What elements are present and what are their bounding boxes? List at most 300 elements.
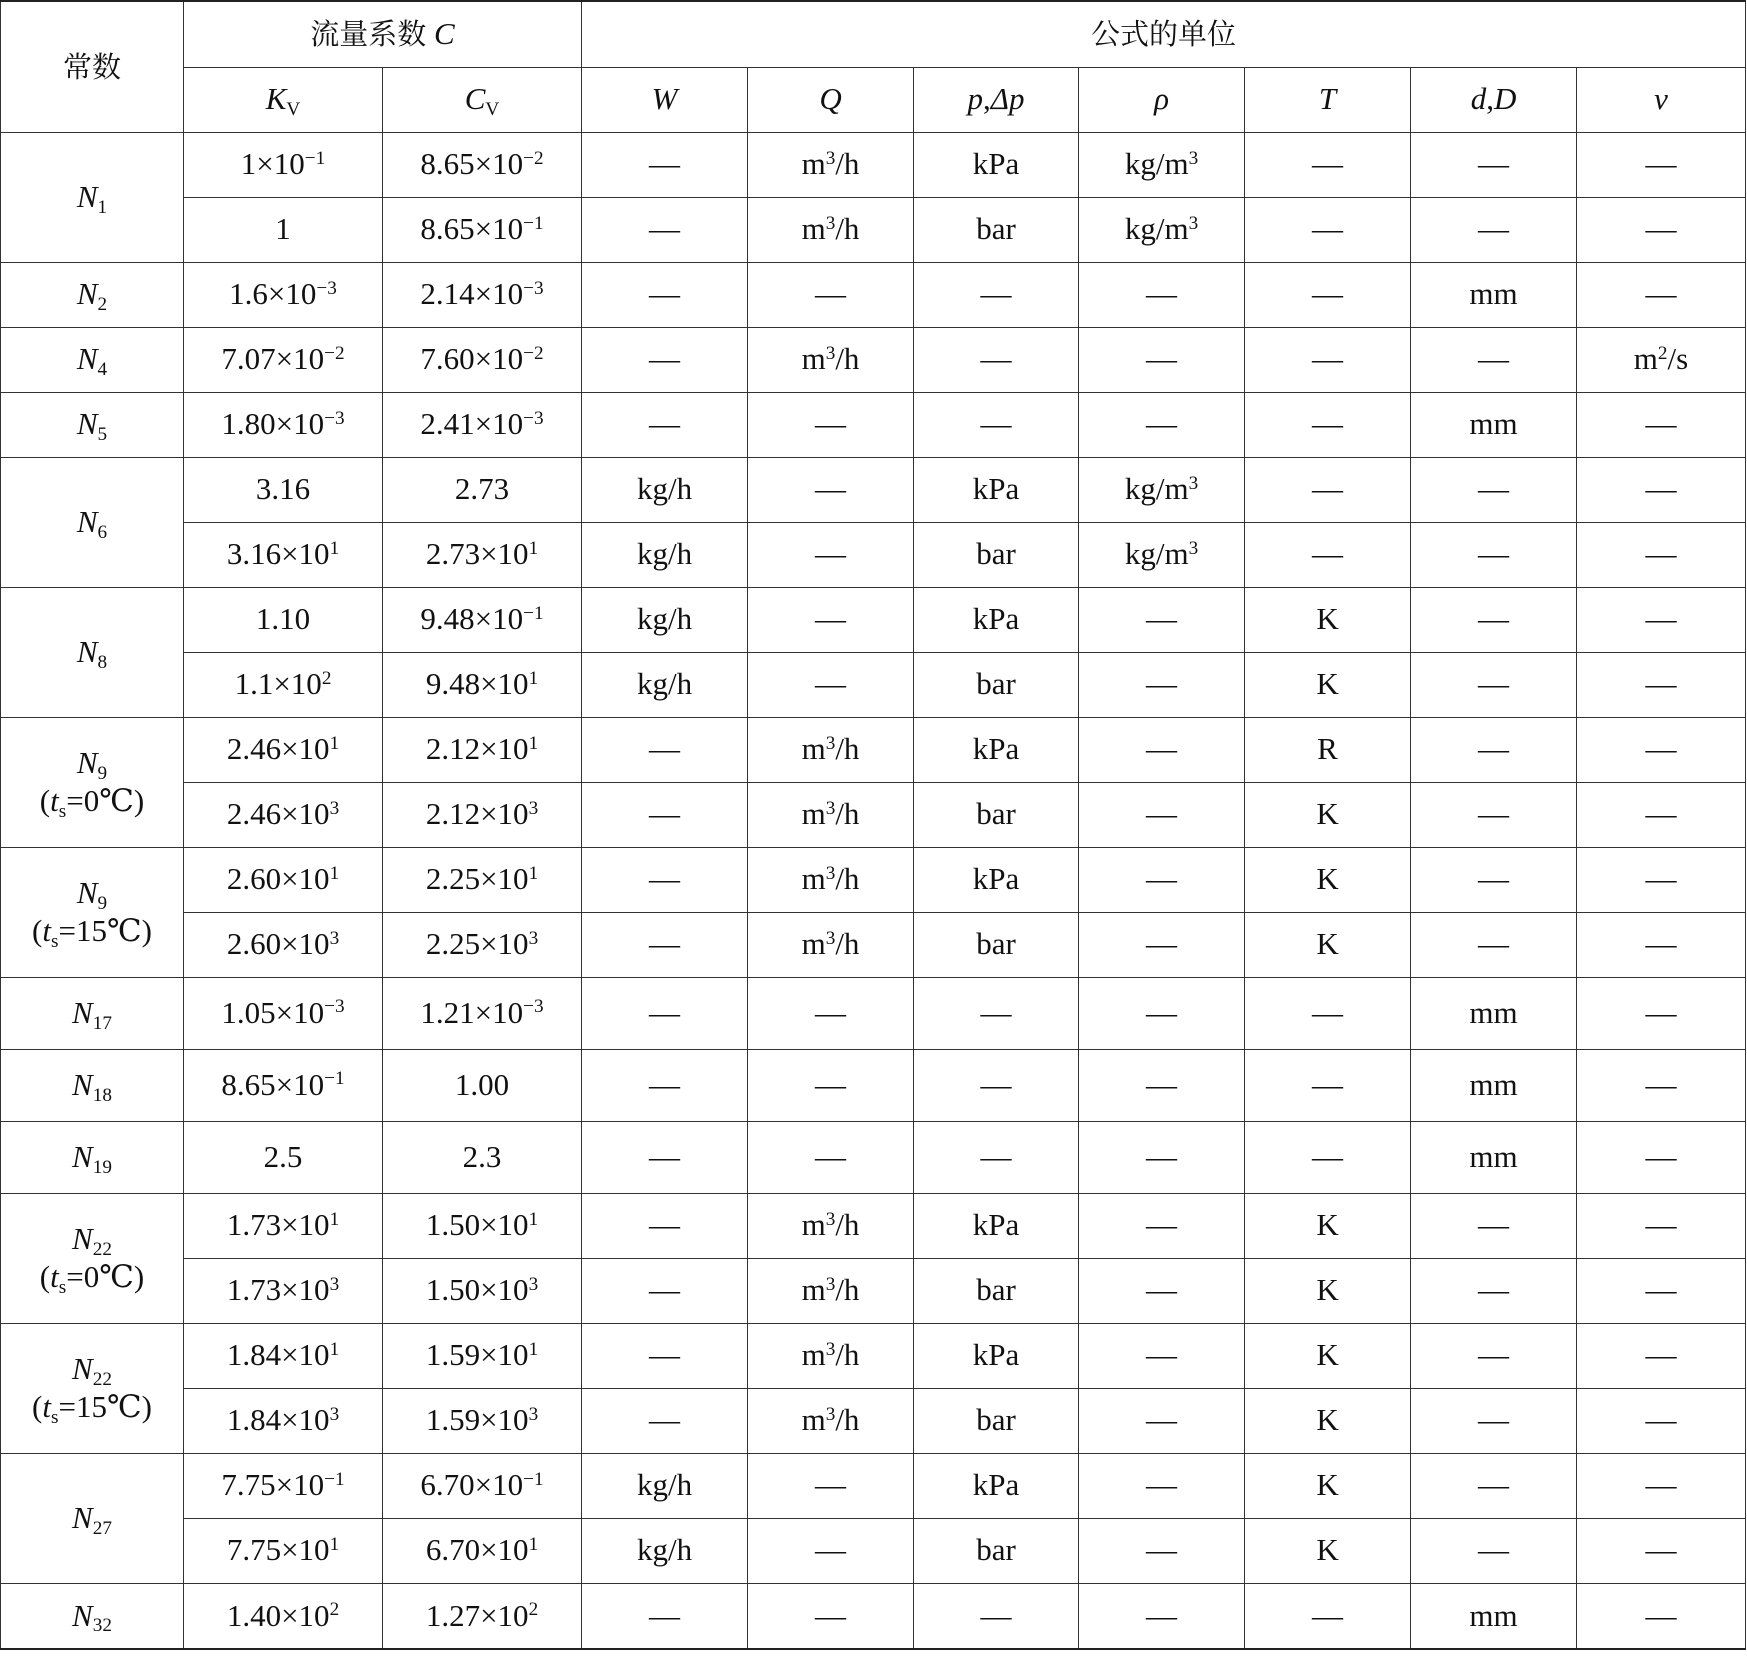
- unit-rho-cell: [1079, 977, 1245, 1049]
- cv-value-cell-mantissa: 2.41×10: [420, 406, 524, 442]
- unit-w-cell-text: —: [649, 1066, 681, 1102]
- unit-nu-cell-text: —: [1645, 1272, 1677, 1308]
- condition-symbol: t: [42, 1389, 51, 1424]
- unit-q-cell: [748, 327, 914, 392]
- unit-q-cell-rest: /h: [835, 926, 860, 962]
- unit-q-cell-rest: /h: [835, 146, 860, 182]
- unit-rho-cell: [1079, 847, 1245, 912]
- kv-value-cell: [184, 132, 383, 197]
- unit-rho-cell: [1079, 262, 1245, 327]
- unit-nu-cell-text: —: [1645, 926, 1677, 962]
- unit-q-cell-rest: /h: [835, 1337, 860, 1373]
- cv-value-cell: [383, 522, 582, 587]
- unit-temperature-cell: [1245, 1453, 1411, 1518]
- unit-q-cell-text: —: [815, 536, 847, 572]
- unit-w-cell: [582, 197, 748, 262]
- unit-diameter-cell: [1411, 1258, 1577, 1323]
- kv-value-cell: [184, 1193, 383, 1258]
- unit-w-cell-text: —: [649, 731, 681, 767]
- unit-nu-cell-power: 2: [1657, 342, 1668, 364]
- kv-value-cell-exponent: 1: [329, 1208, 340, 1230]
- unit-rho-cell-text: —: [1146, 1066, 1178, 1102]
- kv-value-cell: [184, 457, 383, 522]
- unit-w-cell-text: —: [649, 994, 681, 1030]
- constant-subscript: 27: [92, 1517, 112, 1539]
- unit-pressure-cell-text: kPa: [972, 1467, 1020, 1503]
- unit-rho-cell: [1079, 782, 1245, 847]
- unit-w-cell: [582, 262, 748, 327]
- cv-value-cell: [383, 1453, 582, 1518]
- unit-nu-cell-text: —: [1645, 536, 1677, 572]
- unit-diameter-cell-text: —: [1478, 666, 1510, 702]
- constant-symbol: [76, 633, 108, 673]
- kv-value-cell-mantissa: 7.07×10: [221, 341, 325, 377]
- unit-pressure-cell: [914, 1121, 1079, 1193]
- unit-nu-cell: [1577, 782, 1746, 847]
- cv-value-cell-exponent: 1: [528, 1208, 539, 1230]
- unit-diameter-cell: [1411, 457, 1577, 522]
- kv-value-cell-exponent: 2: [321, 667, 332, 689]
- constant-subscript: 18: [92, 1084, 112, 1106]
- unit-diameter-cell: [1411, 977, 1577, 1049]
- unit-diameter-cell-text: —: [1478, 1402, 1510, 1438]
- cv-value-cell-mantissa: 2.25×10: [425, 926, 529, 962]
- unit-diameter-cell: [1411, 392, 1577, 457]
- unit-nu-cell-text: —: [1645, 994, 1677, 1030]
- cv-symbol: C: [464, 81, 486, 117]
- unit-nu-cell: [1577, 1453, 1746, 1518]
- unit-nu-cell: [1577, 392, 1746, 457]
- unit-q-cell-base: m: [801, 211, 826, 247]
- unit-q-cell-text: —: [815, 276, 847, 312]
- cv-value-cell: [383, 1388, 582, 1453]
- unit-q-cell-base: m: [801, 1402, 826, 1438]
- kv-value-cell: [184, 1121, 383, 1193]
- cv-value-cell-exponent: 1: [528, 537, 539, 559]
- kv-value-cell: [184, 262, 383, 327]
- unit-rho-cell-text: —: [1146, 276, 1178, 312]
- kv-value-cell-exponent: 3: [329, 797, 340, 819]
- unit-pressure-cell-text: kPa: [972, 471, 1020, 507]
- unit-w-cell-text: —: [649, 1138, 681, 1174]
- unit-q-cell-power: 3: [825, 797, 836, 819]
- constant-cell: [1, 457, 184, 587]
- table-header: [1, 1, 1746, 132]
- unit-w-cell-text: —: [649, 1597, 681, 1633]
- unit-nu-cell: [1577, 262, 1746, 327]
- unit-temperature-cell: [1245, 1518, 1411, 1583]
- constant-condition: [1, 1389, 183, 1428]
- unit-q-cell-base: m: [801, 341, 826, 377]
- cv-value-cell-mantissa: 1.27×10: [425, 1597, 529, 1633]
- condition-subscript: s: [50, 930, 59, 952]
- unit-pressure-cell-text: —: [980, 994, 1012, 1030]
- unit-pressure-cell: [914, 587, 1079, 652]
- table-row: [1, 1049, 1746, 1121]
- unit-q-cell-rest: /h: [835, 1207, 860, 1243]
- unit-w-cell-text: kg/h: [636, 601, 693, 637]
- constant-symbol: [72, 1066, 112, 1106]
- cv-value-cell-exponent: 1: [528, 1338, 539, 1360]
- unit-nu-cell-text: —: [1645, 1138, 1677, 1174]
- cv-value-cell: [383, 977, 582, 1049]
- unit-pressure-cell-text: kPa: [972, 731, 1020, 767]
- constant-cell: [1, 847, 184, 977]
- kv-value-cell-mantissa: 2.46×10: [226, 731, 330, 767]
- p-comma: ,: [983, 81, 991, 117]
- unit-temperature-cell: [1245, 652, 1411, 717]
- kv-value-cell-mantissa: 1.40×10: [226, 1597, 330, 1633]
- unit-q-cell-text: —: [815, 1467, 847, 1503]
- unit-q-cell: [748, 1323, 914, 1388]
- unit-nu-cell: [1577, 1193, 1746, 1258]
- kv-value-cell: [184, 717, 383, 782]
- kv-value-cell: [184, 1258, 383, 1323]
- kv-value-cell-mantissa: 1: [275, 211, 291, 247]
- kv-value-cell-mantissa: 2.60×10: [226, 926, 330, 962]
- unit-nu-cell-text: —: [1645, 1597, 1677, 1633]
- flow-coefficient-label: 流量系数: [310, 17, 427, 52]
- unit-pressure-cell: [914, 1583, 1079, 1649]
- cv-value-cell-exponent: 3: [528, 1403, 539, 1425]
- unit-pressure-cell: [914, 132, 1079, 197]
- unit-rho-cell-power: 3: [1188, 537, 1199, 559]
- cv-value-cell: [383, 1049, 582, 1121]
- unit-q-cell: [748, 1388, 914, 1453]
- constant-cell: [1, 392, 184, 457]
- unit-diameter-cell-text: —: [1478, 146, 1510, 182]
- unit-rho-cell: [1079, 327, 1245, 392]
- unit-temperature-cell: [1245, 457, 1411, 522]
- cv-value-cell: [383, 782, 582, 847]
- kv-value-cell-exponent: −1: [324, 1068, 345, 1090]
- unit-temperature-cell-text: —: [1312, 1066, 1344, 1102]
- unit-nu-cell: [1577, 1121, 1746, 1193]
- unit-temperature-cell-text: —: [1312, 471, 1344, 507]
- cv-value-cell-mantissa: 2.12×10: [425, 731, 529, 767]
- cv-value-cell-exponent: −2: [523, 342, 544, 364]
- kv-value-cell-mantissa: 3.16: [255, 471, 311, 507]
- header-w: [582, 67, 748, 132]
- table-row: [1, 1518, 1746, 1583]
- unit-q-cell-base: m: [801, 1272, 826, 1308]
- unit-temperature-cell-text: K: [1316, 1467, 1339, 1503]
- unit-q-cell: [748, 717, 914, 782]
- unit-rho-cell: [1079, 1583, 1245, 1649]
- unit-q-cell: [748, 587, 914, 652]
- kv-value-cell: [184, 1049, 383, 1121]
- condition-subscript: s: [58, 1276, 67, 1298]
- unit-pressure-cell-text: bar: [976, 1532, 1016, 1568]
- unit-nu-cell: [1577, 1518, 1746, 1583]
- unit-q-cell-rest: /h: [835, 731, 860, 767]
- unit-temperature-cell-text: —: [1312, 276, 1344, 312]
- unit-q-cell-rest: /h: [835, 211, 860, 247]
- cv-value-cell-exponent: −3: [523, 996, 544, 1018]
- unit-pressure-cell: [914, 197, 1079, 262]
- unit-w-cell: [582, 977, 748, 1049]
- unit-nu-cell-rest: /s: [1667, 341, 1689, 377]
- kv-value-cell: [184, 1323, 383, 1388]
- unit-rho-cell: [1079, 392, 1245, 457]
- cv-value-cell-mantissa: 6.70×10: [425, 1532, 529, 1568]
- constant-subscript: 32: [92, 1615, 112, 1637]
- unit-rho-cell-text: —: [1146, 601, 1178, 637]
- kv-value-cell-mantissa: 2.5: [263, 1138, 303, 1174]
- rho-symbol: ρ: [1154, 81, 1169, 117]
- unit-pressure-cell-text: kPa: [972, 601, 1020, 637]
- unit-pressure-cell-text: kPa: [972, 1337, 1020, 1373]
- unit-rho-cell-text: —: [1146, 861, 1178, 897]
- unit-q-cell-rest: /h: [835, 861, 860, 897]
- unit-rho-cell-text: —: [1146, 1138, 1178, 1174]
- unit-rho-cell: [1079, 587, 1245, 652]
- unit-pressure-cell-text: bar: [976, 536, 1016, 572]
- unit-w-cell-text: kg/h: [636, 536, 693, 572]
- unit-nu-cell: [1577, 522, 1746, 587]
- unit-temperature-cell-text: R: [1317, 731, 1338, 767]
- unit-temperature-cell: [1245, 1323, 1411, 1388]
- unit-q-cell-base: m: [801, 1207, 826, 1243]
- constant-letter: N: [76, 874, 98, 910]
- table-row: [1, 1388, 1746, 1453]
- unit-diameter-cell: [1411, 1121, 1577, 1193]
- unit-nu-cell-text: —: [1645, 1467, 1677, 1503]
- unit-rho-cell-text: —: [1146, 731, 1178, 767]
- formula-units-label: 公式的单位: [1091, 17, 1237, 52]
- cv-value-cell-mantissa: 1.21×10: [420, 994, 524, 1030]
- unit-q-cell: [748, 197, 914, 262]
- unit-pressure-cell: [914, 977, 1079, 1049]
- unit-pressure-cell-text: bar: [976, 666, 1016, 702]
- unit-q-cell-text: —: [815, 666, 847, 702]
- kv-value-cell-exponent: −1: [304, 147, 326, 169]
- constant-letter: N: [76, 178, 98, 214]
- unit-q-cell: [748, 1583, 914, 1649]
- header-formula-units: [582, 1, 1746, 67]
- kv-value-cell-mantissa: 1.80×10: [221, 406, 325, 442]
- unit-w-cell: [582, 1323, 748, 1388]
- unit-temperature-cell: [1245, 782, 1411, 847]
- unit-rho-cell: [1079, 1121, 1245, 1193]
- unit-temperature-cell-text: —: [1312, 146, 1344, 182]
- unit-nu-cell: [1577, 912, 1746, 977]
- unit-rho-cell-base: kg/m: [1124, 471, 1189, 507]
- cv-value-cell-exponent: −1: [523, 212, 544, 234]
- unit-rho-cell-text: —: [1146, 1467, 1178, 1503]
- constant-subscript: 8: [97, 651, 108, 673]
- cv-value-cell-mantissa: 1.59×10: [425, 1402, 529, 1438]
- unit-rho-cell-text: —: [1146, 796, 1178, 832]
- constant-symbol: [72, 1350, 112, 1390]
- header-pressure: [914, 67, 1079, 132]
- condition-open: (: [39, 783, 51, 818]
- unit-temperature-cell-text: K: [1316, 1207, 1339, 1243]
- d-symbol: d: [1470, 81, 1487, 117]
- header-nu: [1577, 67, 1746, 132]
- condition-close: ): [133, 1259, 145, 1294]
- constant-symbol: [76, 874, 108, 914]
- unit-pressure-cell-text: kPa: [972, 861, 1020, 897]
- constant-subscript: 22: [92, 1368, 112, 1390]
- cv-value-cell: [383, 457, 582, 522]
- unit-pressure-cell-text: bar: [976, 1402, 1016, 1438]
- unit-rho-cell-text: —: [1146, 1402, 1178, 1438]
- unit-w-cell: [582, 327, 748, 392]
- cv-value-cell: [383, 1121, 582, 1193]
- condition-open: (: [32, 1389, 43, 1424]
- condition-close: ): [141, 913, 152, 948]
- unit-temperature-cell: [1245, 1258, 1411, 1323]
- unit-temperature-cell: [1245, 1193, 1411, 1258]
- unit-nu-cell: [1577, 197, 1746, 262]
- unit-q-cell: [748, 457, 914, 522]
- condition-symbol: t: [50, 1259, 59, 1294]
- table-row: [1, 977, 1746, 1049]
- unit-temperature-cell: [1245, 392, 1411, 457]
- unit-diameter-cell-text: —: [1478, 1467, 1510, 1503]
- condition-open: (: [39, 1259, 51, 1294]
- unit-q-cell-power: 3: [825, 927, 836, 949]
- kv-symbol: K: [265, 81, 287, 117]
- unit-q-cell: [748, 652, 914, 717]
- unit-q-cell: [748, 132, 914, 197]
- unit-q-cell-power: 3: [825, 1338, 836, 1360]
- unit-w-cell-text: kg/h: [636, 666, 693, 702]
- unit-diameter-cell-text: —: [1478, 211, 1510, 247]
- unit-pressure-cell-text: bar: [976, 211, 1016, 247]
- unit-pressure-cell-text: —: [980, 1066, 1012, 1102]
- unit-temperature-cell-text: K: [1316, 796, 1339, 832]
- unit-diameter-cell: [1411, 1193, 1577, 1258]
- condition-value: =0℃: [66, 1259, 134, 1294]
- kv-value-cell-mantissa: 1.73×10: [226, 1272, 330, 1308]
- unit-temperature-cell-text: —: [1312, 341, 1344, 377]
- constant-cell: [1, 1323, 184, 1453]
- constant-cell: [1, 1453, 184, 1583]
- unit-w-cell: [582, 132, 748, 197]
- condition-value: =15℃: [58, 913, 142, 948]
- unit-rho-cell: [1079, 522, 1245, 587]
- table-row: [1, 1453, 1746, 1518]
- unit-pressure-cell-text: —: [980, 341, 1012, 377]
- constant-letter: N: [72, 1066, 93, 1102]
- unit-w-cell: [582, 392, 748, 457]
- unit-w-cell-text: kg/h: [636, 1532, 693, 1568]
- unit-diameter-cell: [1411, 132, 1577, 197]
- unit-rho-cell-text: —: [1146, 1597, 1178, 1633]
- unit-nu-cell-text: —: [1645, 471, 1677, 507]
- unit-q-cell-rest: /h: [835, 1272, 860, 1308]
- kv-value-cell: [184, 587, 383, 652]
- kv-value-cell: [184, 1453, 383, 1518]
- constant-symbol: [76, 341, 108, 381]
- unit-w-cell-text: —: [649, 1272, 681, 1308]
- cv-value-cell-mantissa: 1.00: [454, 1066, 510, 1102]
- constant-letter: N: [72, 994, 93, 1030]
- table-row: [1, 132, 1746, 197]
- table-row: [1, 392, 1746, 457]
- unit-nu-cell: [1577, 717, 1746, 782]
- constant-subscript: 2: [97, 294, 108, 316]
- cv-value-cell-exponent: 1: [528, 862, 539, 884]
- unit-diameter-cell: [1411, 1049, 1577, 1121]
- unit-q-cell: [748, 1258, 914, 1323]
- unit-w-cell: [582, 587, 748, 652]
- w-symbol: W: [651, 81, 678, 117]
- unit-pressure-cell: [914, 1049, 1079, 1121]
- kv-value-cell: [184, 522, 383, 587]
- unit-temperature-cell: [1245, 132, 1411, 197]
- unit-q-cell-power: 3: [825, 732, 836, 754]
- unit-rho-cell: [1079, 132, 1245, 197]
- cv-value-cell: [383, 1518, 582, 1583]
- unit-rho-cell-text: —: [1146, 666, 1178, 702]
- unit-temperature-cell-text: —: [1312, 1138, 1344, 1174]
- unit-rho-cell: [1079, 652, 1245, 717]
- unit-q-cell: [748, 1193, 914, 1258]
- kv-value-cell-exponent: 1: [329, 1338, 340, 1360]
- table-row: [1, 782, 1746, 847]
- table-row: [1, 522, 1746, 587]
- kv-value-cell-mantissa: 1.73×10: [226, 1207, 330, 1243]
- unit-rho-cell: [1079, 1388, 1245, 1453]
- unit-q-cell: [748, 262, 914, 327]
- unit-diameter-cell-text: mm: [1469, 994, 1518, 1030]
- unit-w-cell-text: —: [649, 796, 681, 832]
- kv-value-cell: [184, 912, 383, 977]
- unit-q-cell-base: m: [801, 926, 826, 962]
- unit-diameter-cell: [1411, 847, 1577, 912]
- unit-temperature-cell: [1245, 262, 1411, 327]
- unit-diameter-cell: [1411, 1583, 1577, 1649]
- unit-w-cell-text: —: [649, 406, 681, 442]
- unit-q-cell-rest: /h: [835, 796, 860, 832]
- unit-nu-cell-text: —: [1645, 1402, 1677, 1438]
- unit-w-cell-text: —: [649, 1402, 681, 1438]
- kv-value-cell-exponent: 1: [329, 862, 340, 884]
- table-row: [1, 197, 1746, 262]
- header-constant-label: 常数: [62, 49, 121, 84]
- constant-letter: N: [76, 341, 98, 377]
- unit-diameter-cell-text: —: [1478, 471, 1510, 507]
- unit-pressure-cell: [914, 1323, 1079, 1388]
- unit-w-cell: [582, 782, 748, 847]
- t-symbol: T: [1318, 81, 1337, 117]
- constant-cell: [1, 132, 184, 262]
- unit-rho-cell: [1079, 1453, 1245, 1518]
- unit-nu-cell: [1577, 847, 1746, 912]
- cv-value-cell-exponent: −1: [523, 1468, 544, 1490]
- unit-nu-cell-text: —: [1645, 1207, 1677, 1243]
- unit-w-cell-text: kg/h: [636, 1467, 693, 1503]
- constant-symbol: [76, 744, 108, 784]
- cv-value-cell-mantissa: 2.73: [454, 471, 510, 507]
- constant-symbol: [76, 503, 108, 543]
- constant-subscript: 22: [92, 1238, 112, 1260]
- constant-subscript: 6: [97, 521, 108, 543]
- unit-rho-cell-text: —: [1146, 1532, 1178, 1568]
- cv-value-cell-mantissa: 8.65×10: [420, 146, 524, 182]
- cv-value-cell-mantissa: 9.48×10: [420, 601, 524, 637]
- unit-rho-cell: [1079, 197, 1245, 262]
- condition-open: (: [32, 913, 43, 948]
- unit-rho-cell: [1079, 1049, 1245, 1121]
- unit-pressure-cell: [914, 652, 1079, 717]
- unit-temperature-cell: [1245, 522, 1411, 587]
- flow-coefficient-symbol: C: [434, 16, 455, 52]
- unit-pressure-cell-text: —: [980, 276, 1012, 312]
